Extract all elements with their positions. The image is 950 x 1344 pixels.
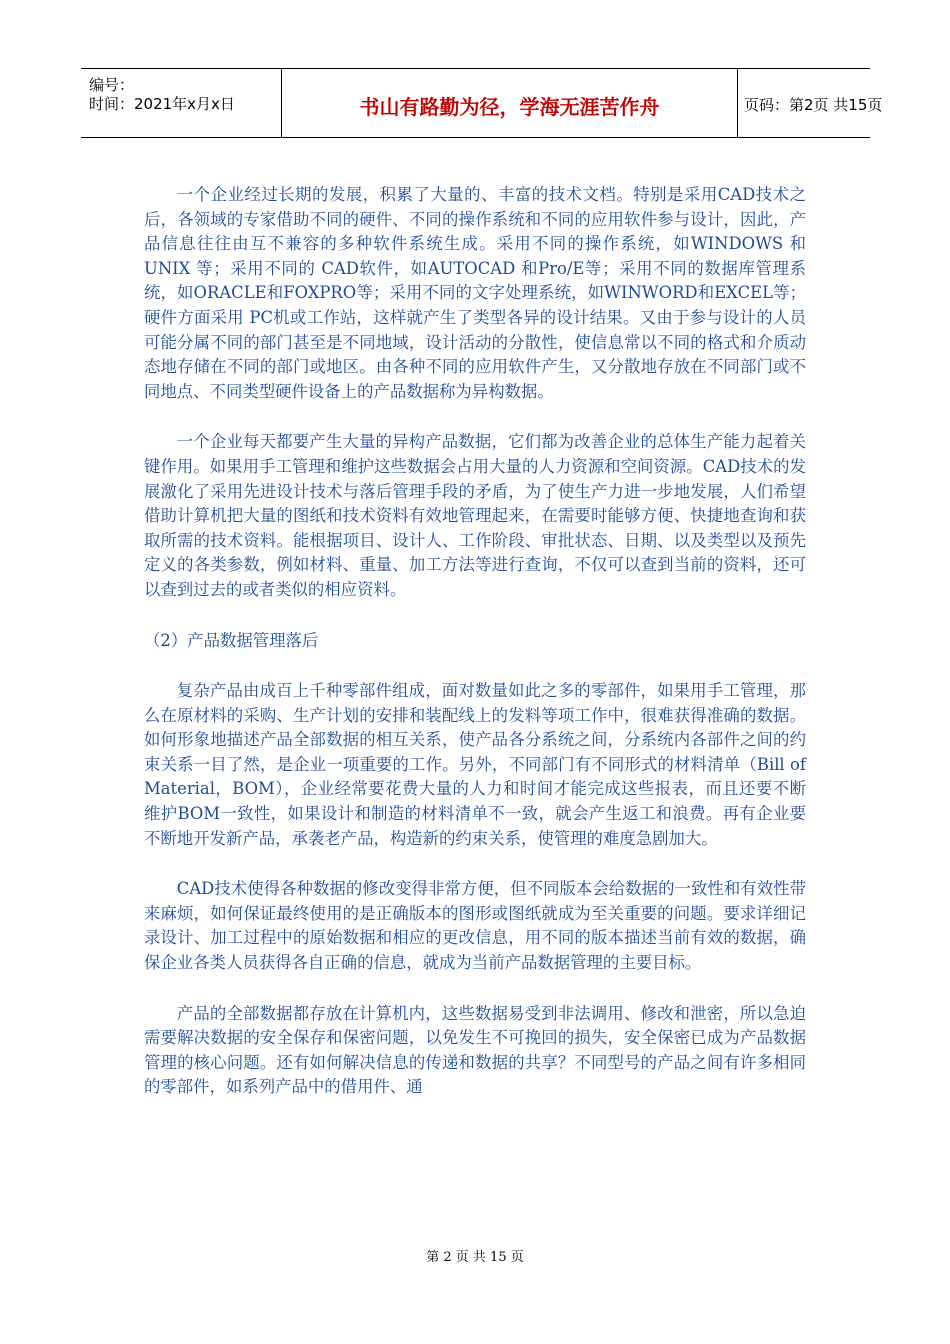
motto: 书山有路勤为径，学海无涯苦作舟 xyxy=(359,95,660,119)
section-heading: （2）产品数据管理落后 xyxy=(144,630,319,650)
header-page-cell xyxy=(736,69,883,137)
paragraph-data-security: 产品的全部数据都存放在计算机内，这些数据易受到非法调用、修改和泄密，所以急迫需要解决数据的安全保存和保密问题，以免发生不可挽回的损失，安全保密已成为产品数据管理的核心问题。还有如何解决信息的传递和数据的共享？不同型号的产品之间有许多相同的零部件，如系列产品中的借用件、通 xyxy=(144,1003,806,1097)
serial-label: 编号： xyxy=(89,76,135,94)
document-header xyxy=(81,68,883,138)
date-label: 时间：2021年x月x日 xyxy=(89,95,235,113)
paragraph-version-control: CAD技术使得各种数据的修改变得非常方便，但不同版本会给数据的一致性和有效性带来麻烦，如何保证最终使用的是正确版本的图形或图纸就成为至关重要的问题。要求详细记录设计、加工过程中的原始数据和相应的更改信息，用不同的版本描述当前有效的数据，确保企业各类人员获得各自正确的信息，就成为当前产品数据管理的主要目标。 xyxy=(144,879,806,973)
page-footer: 第 2 页 共 15 页 xyxy=(426,1250,524,1265)
header-motto-cell xyxy=(281,69,738,137)
page-label: 页码：第2页 共15页 xyxy=(744,96,883,114)
paragraph-complex-products: 复杂产品由成百上千种零部件组成，面对数量如此之多的零部件，如果用手工管理，那么在原材料的采购、生产计划的安排和装配线上的发料等项工作中，很难获得准确的数据。如何形象地描述产品全部数据的相互关系，使产品各分系统之间，分系统内各部件之间的约束关系一目了然，是企业一项重要的工作。另外，不同部门有不同形式的材料清单（Bill of Material，BOM），企业经常要花费大量的人力和时间才能完成这些报表，而且还要不断维护BOM一致性，如果设计和制造的材料清单不一致，就会产生返工和浪费。再有企业要不断地开发新产品，承袭老产品，构造新的约束关系，使管理的难度急剧加大。 xyxy=(144,681,806,848)
header-meta-cell xyxy=(81,69,281,137)
paragraph-heterogeneous-data: 一个企业经过长期的发展，积累了大量的、丰富的技术文档。特别是采用CAD技术之后，各领域的专家借助不同的硬件、不同的操作系统和不同的应用软件参与设计，因此，产品信息往往由互不兼容的多种软件系统生成。采用不同的操作系统，如WINDOWS 和 UNIX 等；采用不同的 CAD软件，如AUTOCAD 和Pro/E等；采用不同的数据库管理系统，如ORACLE和FOXPRO等；采用不同的文字处理系统，如WINWORD和EXCEL等；硬件方面采用 PC机或工作站，这样就产生了类型各异的设计结果。又由于参与设计的人员可能分属不同的部门甚至是不同地域，设计活动的分散性，使信息常以不同的格式和介质动态地存储在不同的部门或地区。由各种不同的应用软件产生，又分散地存放在不同部门或不同地点、不同类型硬件设备上的产品数据称为异构数据。 xyxy=(144,185,806,401)
document-body xyxy=(144,183,806,1126)
paragraph-data-volume: 一个企业每天都要产生大量的异构产品数据，它们都为改善企业的总体生产能力起着关键作用。如果用手工管理和维护这些数据会占用大量的人力资源和空间资源。CAD技术的发展激化了采用先进设计技术与落后管理手段的矛盾，为了使生产力进一步地发展，人们希望借助计算机把大量的图纸和技术资料有效地管理起来，在需要时能够方便、快捷地查询和获取所需的技术资料。能根据项目、设计人、工作阶段、审批状态、日期、以及类型以及预先定义的各类参数，例如材料、重量、加工方法等进行查询，不仅可以查到当前的资料，还可以查到过去的或者类似的相应资料。 xyxy=(144,432,806,599)
